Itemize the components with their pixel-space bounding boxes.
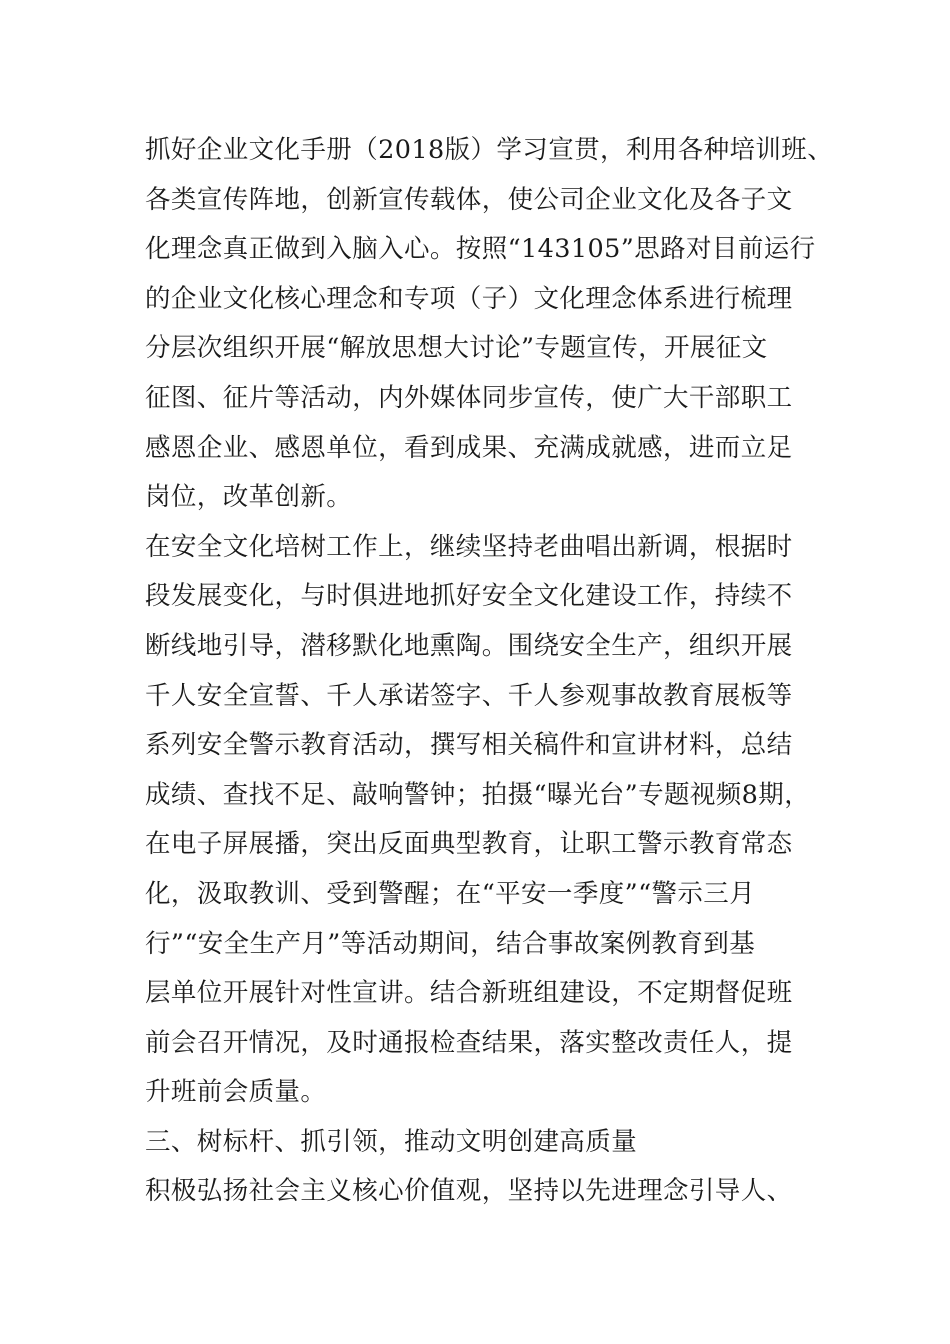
text-line: 千人安全宣誓、千人承诺签字、千人参观事故教育展板等 — [145, 680, 793, 711]
text-line: 化理念真正做到入脑入心。按照“143105”思路对目前运行 — [145, 234, 816, 265]
text-line: 升班前会质量。 — [145, 1077, 327, 1108]
text-line: 征图、征片等活动，内外媒体同步宣传，使广大干部职工 — [145, 382, 793, 413]
text-line: 的企业文化核心理念和专项（子）文化理念体系进行梳理 — [145, 283, 793, 314]
text-line: 感恩企业、感恩单位，看到成果、充满成就感，进而立足 — [145, 432, 793, 463]
text-line: 层单位开展针对性宣讲。结合新班组建设，不定期督促班 — [145, 978, 793, 1009]
text-line: 系列安全警示教育活动，撰写相关稿件和宣讲材料，总结 — [145, 730, 793, 761]
text-line: 各类宣传阵地，创新宣传载体，使公司企业文化及各子文 — [145, 184, 793, 215]
document-body — [145, 126, 834, 1217]
text-line: 岗位，改革创新。 — [145, 482, 353, 513]
text-line: 在电子屏展播，突出反面典型教育，让职工警示教育常态 — [145, 829, 793, 860]
text-line: 积极弘扬社会主义核心价值观，坚持以先进理念引导人、 — [145, 1176, 793, 1207]
text-line: 分层次组织开展“解放思想大讨论”专题宣传，开展征文 — [145, 333, 768, 364]
text-line: 前会召开情况，及时通报检查结果，落实整改责任人，提 — [145, 1027, 793, 1058]
section-heading: 三、树标杆、抓引领，推动文明创建高质量 — [145, 1126, 638, 1157]
text-line: 在安全文化培树工作上，继续坚持老曲唱出新调，根据时 — [145, 531, 793, 562]
text-line: 化，汲取教训、受到警醒；在“平安一季度”“警示三月 — [145, 878, 756, 909]
text-line: 断线地引导，潜移默化地熏陶。围绕安全生产，组织开展 — [145, 630, 793, 661]
text-line: 抓好企业文化手册（2018版）学习宣贯，利用各种培训班、 — [145, 135, 834, 165]
text-line: 段发展变化，与时俱进地抓好安全文化建设工作，持续不 — [145, 581, 793, 612]
text-line: 行”“安全生产月”等活动期间，结合事故案例教育到基 — [145, 928, 756, 959]
text-line: 成绩、查找不足、敲响警钟；拍摄“曝光台”专题视频8期， — [145, 779, 811, 810]
